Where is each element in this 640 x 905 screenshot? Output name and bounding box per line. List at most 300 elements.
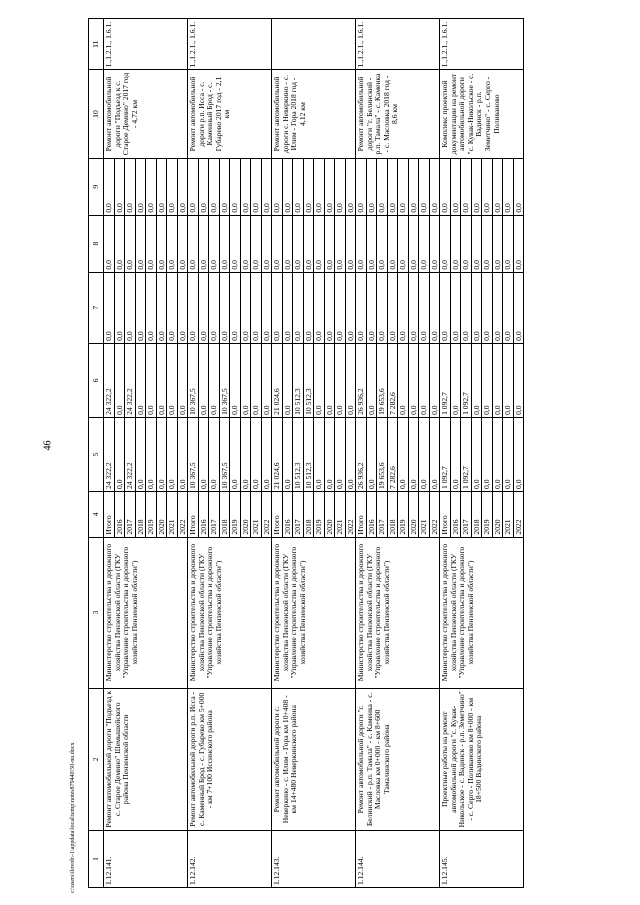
year-cell: 2017 xyxy=(461,492,472,537)
value-cell: 0,0 xyxy=(356,216,366,272)
value-cell: 0,0 xyxy=(482,273,493,343)
value-cell: 0,0 xyxy=(398,418,409,491)
row-code: 1.12.144. xyxy=(356,831,440,888)
regional-budget xyxy=(440,343,524,417)
header-cell: 4 xyxy=(89,492,104,538)
value-cell: 0,0 xyxy=(482,216,493,272)
value-cell: 0,0 xyxy=(324,159,335,215)
value-cell: 0,0 xyxy=(440,273,450,343)
value-cell: 0,0 xyxy=(429,260,439,270)
value-cell: 0,0 xyxy=(272,273,282,343)
value-cell: 10 512,3 xyxy=(293,418,304,491)
value-cell: 0,0 xyxy=(461,159,472,215)
value-cell: 24 322,2 xyxy=(125,344,136,417)
indicator-link: 1.,1.2.1., 1.6.1. xyxy=(188,19,272,70)
value-cell: 0,0 xyxy=(156,344,167,417)
year-cell: 2022 xyxy=(429,519,439,535)
value-cell: 0,0 xyxy=(314,216,325,272)
executor: Министерство строительства и дорожного хозяйства Пензенской области (ГКУ "Управление строительства и дорожного хозяйства Пензенской области") xyxy=(440,537,524,688)
value-cell: 0,0 xyxy=(177,260,187,270)
row-code: 1.12.145. xyxy=(440,831,524,888)
year-cell: 2016 xyxy=(366,492,377,537)
value-cell: 0,0 xyxy=(114,418,125,491)
value-cell: 0,0 xyxy=(293,273,304,343)
year-cell: 2020 xyxy=(240,492,251,537)
value-cell: 0,0 xyxy=(114,344,125,417)
regional-budget xyxy=(272,343,356,417)
value-cell: 0,0 xyxy=(188,159,198,215)
value-cell: 0,0 xyxy=(324,216,335,272)
value-cell: 0,0 xyxy=(461,273,472,343)
value-cell: 0,0 xyxy=(450,418,461,491)
value-cell: 0,0 xyxy=(261,260,271,270)
value-cell: 0,0 xyxy=(219,159,230,215)
value-cell: 0,0 xyxy=(146,216,157,272)
value-cell: 10 512,3 xyxy=(303,344,314,417)
value-cell: 0,0 xyxy=(513,260,523,270)
value-cell: 0,0 xyxy=(377,159,388,215)
row-code: 1.12.141. xyxy=(104,831,188,888)
value-cell: 0,0 xyxy=(177,331,187,341)
value-cell: 0,0 xyxy=(387,216,398,272)
footer-file-path: c:\users\ilovob\-1\appdata\local\temp\notes879440\50-nu.docx xyxy=(70,742,76,893)
value-cell: 0,0 xyxy=(398,159,409,215)
value-cell: 0,0 xyxy=(408,273,419,343)
value-cell: 0,0 xyxy=(135,344,146,417)
other-sources xyxy=(104,158,188,215)
value-cell: 0,0 xyxy=(272,159,282,215)
value-cell: 0,0 xyxy=(335,418,346,491)
value-cell: 0,0 xyxy=(114,273,125,343)
value-cell: 0,0 xyxy=(503,216,514,272)
year-list xyxy=(356,492,440,538)
header-cell: 11 xyxy=(89,19,104,70)
value-cell: 0,0 xyxy=(471,418,482,491)
value-cell: 24 322,2 xyxy=(104,344,114,417)
value-cell: 0,0 xyxy=(419,159,430,215)
value-cell: 7 282,6 xyxy=(387,418,398,491)
value-cell: 0,0 xyxy=(335,344,346,417)
value-cell: 0,0 xyxy=(293,216,304,272)
header-cell: 10 xyxy=(89,70,104,158)
value-cell: 0,0 xyxy=(177,479,187,489)
activity-name: Ремонт автомобильной дороги р.п. Исса - с. Каменный Брод - с. Губарево км 5+000 - км 7+100 Иссинского района xyxy=(188,688,272,830)
executor: Министерство строительства и дорожного хозяйства Пензенской области (ГКУ "Управление строительства и дорожного хозяйства Пензенской области") xyxy=(356,537,440,688)
value-cell: 0,0 xyxy=(398,273,409,343)
year-cell: 2020 xyxy=(324,492,335,537)
activity-name: Ремонт автомобильной дороги с. Неверкино - с. Илим - Гора км 10+408 - км 14+480 Неверкинского района xyxy=(272,688,356,830)
value-cell: 0,0 xyxy=(440,216,450,272)
header-cell: 1 xyxy=(89,831,104,888)
table-row xyxy=(356,19,440,888)
regional-budget xyxy=(188,343,272,417)
value-cell: 0,0 xyxy=(167,418,178,491)
value-cell: 0,0 xyxy=(366,344,377,417)
year-cell: 2020 xyxy=(408,492,419,537)
value-cell: 0,0 xyxy=(146,344,157,417)
year-cell: 2022 xyxy=(513,519,523,535)
value-cell: 0,0 xyxy=(198,344,209,417)
year-cell: 2018 xyxy=(219,492,230,537)
expected-result: Ремонт автомобильной дороги р.п. Исса - с. Каменный Брод - с. Губарево 2017 год - 2,1 км xyxy=(188,70,272,158)
value-cell: 0,0 xyxy=(366,273,377,343)
value-cell: 0,0 xyxy=(156,159,167,215)
value-cell: 26 936,2 xyxy=(356,344,366,417)
page-number: 46 xyxy=(42,440,54,451)
value-cell: 0,0 xyxy=(429,479,439,489)
value-cell: 0,0 xyxy=(146,159,157,215)
value-cell: 0,0 xyxy=(230,344,241,417)
year-cell: 2018 xyxy=(135,492,146,537)
federal-budget xyxy=(272,272,356,343)
header-cell: 8 xyxy=(89,215,104,272)
value-cell: 0,0 xyxy=(251,418,262,491)
value-cell: 0,0 xyxy=(230,418,241,491)
value-cell: 0,0 xyxy=(419,216,430,272)
value-cell: 0,0 xyxy=(146,418,157,491)
year-cell: Итого xyxy=(104,492,114,537)
value-cell: 0,0 xyxy=(135,273,146,343)
value-cell: 21 024,6 xyxy=(272,344,282,417)
value-cell: 0,0 xyxy=(471,344,482,417)
value-cell: 0,0 xyxy=(345,479,355,489)
value-cell: 0,0 xyxy=(135,216,146,272)
value-cell: 0,0 xyxy=(419,344,430,417)
value-cell: 0,0 xyxy=(261,331,271,341)
value-cell: 0,0 xyxy=(261,203,271,213)
value-cell: 0,0 xyxy=(324,273,335,343)
value-cell: 0,0 xyxy=(345,405,355,415)
total-funding xyxy=(440,417,524,491)
year-cell: 2022 xyxy=(261,519,271,535)
activity-name: Ремонт автомобильной дороги "Подъезд к с. Старое Демино" Шемышейского района Пензенской области xyxy=(104,688,188,830)
value-cell: 24 322,2 xyxy=(125,418,136,491)
value-cell: 0,0 xyxy=(303,273,314,343)
value-cell: 0,0 xyxy=(377,273,388,343)
header-cell: 7 xyxy=(89,272,104,343)
year-list xyxy=(104,492,188,538)
value-cell: 0,0 xyxy=(366,418,377,491)
value-cell: 0,0 xyxy=(167,159,178,215)
expected-result: Комплекс проектной документации на ремонт автомобильной дороги "с. Кувак-Никольское - с. Вадинск - р.п. Земетчино" - с. Серго - Поливаново xyxy=(440,70,524,158)
value-cell: 0,0 xyxy=(156,273,167,343)
value-cell: 0,0 xyxy=(408,159,419,215)
year-cell: Итого xyxy=(440,492,450,537)
year-list xyxy=(188,492,272,538)
value-cell: 0,0 xyxy=(513,479,523,489)
header-cell: 3 xyxy=(89,537,104,688)
value-cell: 0,0 xyxy=(408,344,419,417)
value-cell: 0,0 xyxy=(198,418,209,491)
executor: Министерство строительства и дорожного хозяйства Пензенской области (ГКУ "Управление строительства и дорожного хозяйства Пензенской области") xyxy=(272,537,356,688)
value-cell: 0,0 xyxy=(188,216,198,272)
other-sources xyxy=(440,158,524,215)
value-cell: 0,0 xyxy=(104,159,114,215)
value-cell: 0,0 xyxy=(240,344,251,417)
header-row xyxy=(89,19,104,888)
value-cell: 0,0 xyxy=(419,273,430,343)
value-cell: 0,0 xyxy=(219,216,230,272)
value-cell: 0,0 xyxy=(503,418,514,491)
value-cell: 0,0 xyxy=(251,273,262,343)
value-cell: 0,0 xyxy=(503,273,514,343)
year-cell: 2022 xyxy=(345,519,355,535)
value-cell: 0,0 xyxy=(230,273,241,343)
year-cell: 2021 xyxy=(419,492,430,537)
value-cell: 0,0 xyxy=(345,260,355,270)
value-cell: 0,0 xyxy=(377,216,388,272)
indicator-link: 1.,1.2.1., 1.6.1. xyxy=(104,19,188,70)
header-cell: 6 xyxy=(89,343,104,417)
value-cell: 0,0 xyxy=(450,273,461,343)
value-cell: 10 512,3 xyxy=(303,418,314,491)
year-cell: 2016 xyxy=(114,492,125,537)
year-cell: 2018 xyxy=(303,492,314,537)
value-cell: 0,0 xyxy=(366,159,377,215)
indicator-link xyxy=(272,19,356,70)
year-cell: 2020 xyxy=(156,492,167,537)
total-funding xyxy=(272,417,356,491)
value-cell: 0,0 xyxy=(398,344,409,417)
table-row xyxy=(440,19,524,888)
value-cell: 0,0 xyxy=(429,203,439,213)
federal-budget xyxy=(188,272,272,343)
value-cell: 0,0 xyxy=(167,344,178,417)
value-cell: 0,0 xyxy=(408,418,419,491)
value-cell: 0,0 xyxy=(167,273,178,343)
expected-result: Ремонт автомобильной дороги "Подъезд к с. Старое Демино" 2017 год - 4,72 км xyxy=(104,70,188,158)
value-cell: 0,0 xyxy=(240,418,251,491)
year-cell: 2022 xyxy=(177,519,187,535)
value-cell: 19 653,6 xyxy=(377,418,388,491)
table-row xyxy=(188,19,272,888)
value-cell: 0,0 xyxy=(324,344,335,417)
year-list xyxy=(272,492,356,538)
year-cell: Итого xyxy=(272,492,282,537)
value-cell: 0,0 xyxy=(513,203,523,213)
value-cell: 0,0 xyxy=(492,273,503,343)
year-cell: 2021 xyxy=(335,492,346,537)
value-cell: 0,0 xyxy=(345,331,355,341)
value-cell: 0,0 xyxy=(230,216,241,272)
value-cell: 21 024,6 xyxy=(272,418,282,491)
value-cell: 0,0 xyxy=(419,418,430,491)
value-cell: 1 092,7 xyxy=(461,344,472,417)
value-cell: 0,0 xyxy=(188,273,198,343)
other-sources xyxy=(356,158,440,215)
value-cell: 0,0 xyxy=(104,273,114,343)
value-cell: 0,0 xyxy=(503,159,514,215)
other-sources xyxy=(188,158,272,215)
year-cell: 2018 xyxy=(471,492,482,537)
value-cell: 10 367,5 xyxy=(188,418,198,491)
value-cell: 0,0 xyxy=(513,405,523,415)
value-cell: 0,0 xyxy=(429,331,439,341)
value-cell: 0,0 xyxy=(282,344,293,417)
value-cell: 0,0 xyxy=(198,273,209,343)
total-funding xyxy=(104,417,188,491)
value-cell: 1 092,7 xyxy=(440,344,450,417)
value-cell: 0,0 xyxy=(114,159,125,215)
value-cell: 0,0 xyxy=(492,159,503,215)
year-cell: 2016 xyxy=(450,492,461,537)
header-cell: 2 xyxy=(89,688,104,830)
value-cell: 10 367,5 xyxy=(219,344,230,417)
federal-budget xyxy=(356,272,440,343)
value-cell: 0,0 xyxy=(261,479,271,489)
total-funding xyxy=(188,417,272,491)
year-cell: 2017 xyxy=(125,492,136,537)
year-cell: 2019 xyxy=(146,492,157,537)
value-cell: 0,0 xyxy=(482,159,493,215)
value-cell: 0,0 xyxy=(240,159,251,215)
value-cell: 0,0 xyxy=(429,405,439,415)
value-cell: 0,0 xyxy=(314,159,325,215)
year-cell: Итого xyxy=(188,492,198,537)
value-cell: 0,0 xyxy=(492,344,503,417)
value-cell: 0,0 xyxy=(146,273,157,343)
value-cell: 0,0 xyxy=(177,203,187,213)
year-cell: 2021 xyxy=(503,492,514,537)
year-cell: 2021 xyxy=(167,492,178,537)
value-cell: 0,0 xyxy=(209,418,220,491)
year-cell: 2017 xyxy=(377,492,388,537)
year-cell: Итого xyxy=(356,492,366,537)
value-cell: 0,0 xyxy=(282,273,293,343)
value-cell: 0,0 xyxy=(209,273,220,343)
regional-budget xyxy=(104,343,188,417)
value-cell: 7 282,6 xyxy=(387,344,398,417)
local-budget xyxy=(104,215,188,272)
local-budget xyxy=(272,215,356,272)
value-cell: 0,0 xyxy=(177,405,187,415)
value-cell: 0,0 xyxy=(209,216,220,272)
value-cell: 0,0 xyxy=(408,216,419,272)
value-cell: 0,0 xyxy=(471,273,482,343)
value-cell: 0,0 xyxy=(282,216,293,272)
value-cell: 0,0 xyxy=(482,344,493,417)
value-cell: 10 367,5 xyxy=(219,418,230,491)
value-cell: 0,0 xyxy=(282,418,293,491)
expected-result: Ремонт автомобильной дороги "г. Белинский - р.п. Тамала" - с. Каменка - с. Масловка 2018 год - 8,6 км xyxy=(356,70,440,158)
value-cell: 0,0 xyxy=(135,418,146,491)
year-cell: 2017 xyxy=(293,492,304,537)
value-cell: 0,0 xyxy=(251,159,262,215)
value-cell: 0,0 xyxy=(198,216,209,272)
other-sources xyxy=(272,158,356,215)
federal-budget xyxy=(104,272,188,343)
value-cell: 0,0 xyxy=(251,344,262,417)
value-cell: 1 092,7 xyxy=(461,418,472,491)
value-cell: 0,0 xyxy=(398,216,409,272)
value-cell: 0,0 xyxy=(492,418,503,491)
value-cell: 0,0 xyxy=(125,273,136,343)
value-cell: 0,0 xyxy=(167,216,178,272)
value-cell: 0,0 xyxy=(230,159,241,215)
year-cell: 2019 xyxy=(314,492,325,537)
value-cell: 0,0 xyxy=(450,216,461,272)
activity-name: Проектные работы на ремонт автомобильной дороги "с. Кувак-Никольское - с. Вадинск - р.п. Земетчино" - с. Серго - Поливаново км 8+000 - км 18+500 Вадинского района xyxy=(440,688,524,830)
local-budget xyxy=(356,215,440,272)
value-cell: 0,0 xyxy=(125,216,136,272)
value-cell: 0,0 xyxy=(282,159,293,215)
value-cell: 0,0 xyxy=(503,344,514,417)
local-budget xyxy=(440,215,524,272)
year-cell: 2021 xyxy=(251,492,262,537)
table-row xyxy=(104,19,188,888)
row-code: 1.12.143. xyxy=(272,831,356,888)
year-cell: 2019 xyxy=(398,492,409,537)
year-cell: 2017 xyxy=(209,492,220,537)
row-code: 1.12.142. xyxy=(188,831,272,888)
value-cell: 0,0 xyxy=(209,159,220,215)
value-cell: 0,0 xyxy=(261,405,271,415)
activity-name: Ремонт автомобильной дороги "г. Белинский - р.п. Тамала" - с. Каменка - с. Масловка км 0+000 - км 8+600 Тамалинского района xyxy=(356,688,440,830)
table-body xyxy=(89,19,524,888)
value-cell: 0,0 xyxy=(482,418,493,491)
value-cell: 0,0 xyxy=(314,418,325,491)
program-table xyxy=(88,18,524,888)
expected-result: Ремонт автомобильной дороги с. Неверкино - с. Илим - Гора 2018 год - 4,12 км xyxy=(272,70,356,158)
value-cell: 0,0 xyxy=(240,216,251,272)
regional-budget xyxy=(356,343,440,417)
header-cell: 5 xyxy=(89,417,104,491)
value-cell: 0,0 xyxy=(356,159,366,215)
local-budget xyxy=(188,215,272,272)
value-cell: 24 322,2 xyxy=(104,418,114,491)
value-cell: 0,0 xyxy=(492,216,503,272)
year-cell: 2019 xyxy=(482,492,493,537)
federal-budget xyxy=(440,272,524,343)
value-cell: 0,0 xyxy=(345,203,355,213)
value-cell: 0,0 xyxy=(293,159,304,215)
value-cell: 0,0 xyxy=(461,216,472,272)
value-cell: 0,0 xyxy=(471,216,482,272)
value-cell: 0,0 xyxy=(156,418,167,491)
value-cell: 10 367,5 xyxy=(188,344,198,417)
value-cell: 0,0 xyxy=(335,159,346,215)
value-cell: 0,0 xyxy=(387,159,398,215)
value-cell: 0,0 xyxy=(135,159,146,215)
indicator-link: 1.,1.2.1., 1.6.1. xyxy=(356,19,440,70)
executor: Министерство строительства и дорожного хозяйства Пензенской области (ГКУ "Управление строительства и дорожного хозяйства Пензенской области") xyxy=(188,537,272,688)
value-cell: 0,0 xyxy=(314,344,325,417)
year-cell: 2016 xyxy=(282,492,293,537)
year-cell: 2018 xyxy=(387,492,398,537)
header-cell: 9 xyxy=(89,158,104,215)
value-cell: 0,0 xyxy=(324,418,335,491)
executor: Министерство строительства и дорожного хозяйства Пензенской области (ГКУ "Управление строительства и дорожного хозяйства Пензенской области") xyxy=(104,537,188,688)
value-cell: 0,0 xyxy=(303,216,314,272)
table-row xyxy=(272,19,356,888)
year-cell: 2016 xyxy=(198,492,209,537)
value-cell: 10 512,3 xyxy=(293,344,304,417)
value-cell: 26 936,2 xyxy=(356,418,366,491)
value-cell: 0,0 xyxy=(198,159,209,215)
value-cell: 0,0 xyxy=(366,216,377,272)
value-cell: 0,0 xyxy=(125,159,136,215)
value-cell: 0,0 xyxy=(314,273,325,343)
value-cell: 19 653,6 xyxy=(377,344,388,417)
year-cell: 2019 xyxy=(230,492,241,537)
value-cell: 0,0 xyxy=(387,273,398,343)
value-cell: 0,0 xyxy=(104,216,114,272)
value-cell: 0,0 xyxy=(335,273,346,343)
value-cell: 0,0 xyxy=(471,159,482,215)
value-cell: 0,0 xyxy=(156,216,167,272)
value-cell: 0,0 xyxy=(303,159,314,215)
value-cell: 0,0 xyxy=(219,273,230,343)
